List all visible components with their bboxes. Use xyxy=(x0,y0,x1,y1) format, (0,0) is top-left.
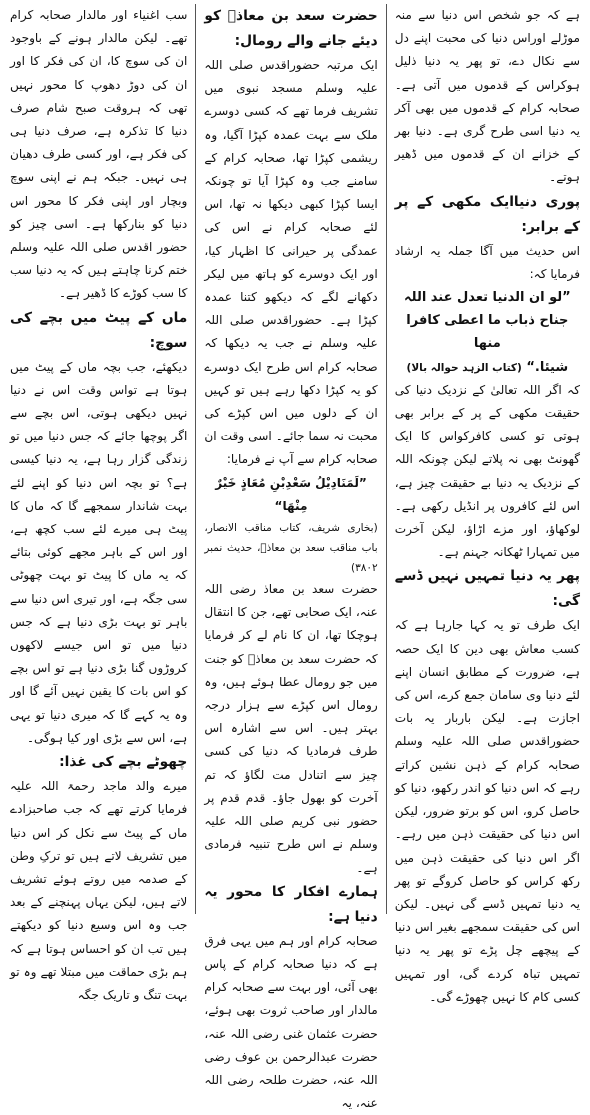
paragraph: صحابہ کرام اور ہم میں یہی فرق ہے کہ دنیا صحابہ کرام کے پاس بھی آئی، اور بہت سے صحابہ کرام مالدار اور صاحب ثروت بھی ہوئے، حضرت عثمان غنی رضی اللہ عنہ، حضرت عبدالرحمن بن عوف رضی اللہ عنہ، حضرت طلحہ رضی اللہ عنہ، یہ xyxy=(204,933,378,1111)
paragraph: ایک مرتبہ حضوراقدس صلی اللہ علیہ وسلم مسجد نبوی میں تشریف فرما تھے کہ کسی دوسرے ملک سے بہت عمدہ کپڑا آگیا، وہ ریشمی کپڑا تھا، صحابہ کرام کے سامنے جب وہ کپڑا آیا تو چونکہ ایسا کپڑا کبھی دیکھا نہ تھا، اس لئے صحابہ کرام نے اس کی عمدگی پر حیرانی کا اظہار کیا، اور ایک دوسرے کو ہاتھ میں لیکر دکھانے لگے کہ دیکھو کتنا عمدہ کپڑا ہے۔ حضوراقدس صلی اللہ علیہ وسلم نے جب یہ دیکھا کہ صحابہ کرام اس طرح ایک دوسرے کو یہ کپڑا دکھا رہے ہیں تو کہیں ان کے دلوں میں اس کپڑے کی محبت نہ سما جائے۔ اسی وقت ان صحابہ کرام سے آپ نے فرمایا: xyxy=(204,58,378,467)
section-heading: ہمارے افکار کا محور یہ دنیا ہے: xyxy=(204,883,378,925)
paragraph: ہے کہ جو شخص اس دنیا سے منہ موڑلے اوراس دنیا کی محبت اپنے دل سے نکال دے، تو پھر یہ دنیا ذلیل ہوکراس کے قدموں میں آتی ہے۔ صحابہ کرام کے قدموں میں بھی آکر یہ دنیا اسی طرح گری ہے۔ دنیا بھر کے خزانے ان کے قدموں میں ڈھیر ہوتے۔ xyxy=(394,8,580,185)
section-heading: پھر یہ دنیا تمہیں نہیں ڈسے گی: xyxy=(394,568,580,610)
paragraph: میرے والد ماجد رحمۃ اللہ علیہ فرمایا کرتے تھے کہ جب صاحبزادے ماں کے پیٹ سے نکل کر اس دنیا میں تشریف لاتے ہیں تو ترکِ وطن کے صدمہ میں روتے ہوئے تشریف لاتے ہیں، لیکن یہاں پہنچنے کے بعد جب وہ اس وسیع دنیا کو دیکھتے ہیں تب ان کو احساس ہوتا ہے کہ ہم بڑی حماقت میں مبتلا تھے وہ تو بہت تنگ و تاریک جگہ xyxy=(9,779,188,1002)
arabic-quote-line: ”لو ان الدنیا تعدل عند اللہ xyxy=(404,290,571,306)
paragraph: کہ اگر اللہ تعالیٰ کے نزدیک دنیا کی حقیقت مکھی کے پر کے برابر بھی ہوتی تو کسی کافرکواس کا ایک گھونٹ بھی نہ پلاتے لیکن چونکہ اللہ کے نزدیک یہ دنیا بے حقیقت چیز ہے، اس لئے کافروں پر انڈیل رکھی ہے۔ لوکھاؤ، اور مزے اڑاؤ، لیکن آخرت میں تمہارا ٹھکانہ جہنم ہے۔ xyxy=(394,382,580,560)
section-heading: چھوٹے بچے کی غذا: xyxy=(59,754,188,771)
section-heading: ماں کے پیٹ میں بچے کی سوچ: xyxy=(9,309,188,351)
section-heading: حضرت سعد بن معاذؓ کو دیئے جانے والے رومال: xyxy=(204,8,378,49)
arabic-hadith: ”لَمَنَادِیْلُ سَعْدِبْنِ مُعَاذٍ خَیْرٌ مِنْھَا“ xyxy=(215,475,367,513)
paragraph: ایک طرف تو یہ کہا جارہا ہے کہ کسب معاش بھی دین کا ایک حصہ ہے، ضرورت کے مطابق انسان اپنے لئے دنیا وی سامان جمع کرے، اس کی اجازت ہے۔ لیکن باربار یہ بات حضوراقدس صلی اللہ علیہ وسلم صحابہ کرام کے ذہن نشین کراتے رہے کہ اس دنیا کو اندر رکھو، دنیا کو حاصل کرو، اس کو برتو ضرور، لیکن اس دنیا کی حقیقت ذہن میں رہے۔ اگر اس دنیا کی حقیقت ذہن میں رکھ کراس کو حاصل کروگے تو پھر یہ دنیا تمہیں ڈسے گی نہیں۔ لیکن اس کی حقیقت سمجھے بغیر اس دنیا کے پیچھے چل پڑے تو پھر یہ دنیا تمہیں تباہ کردے گی، اور تمہیں کسی کام کا نہیں چھوڑے گی۔ xyxy=(394,618,580,1004)
column-middle xyxy=(196,4,385,1111)
quote-reference: (کتاب الزہد حوالہ بالا) xyxy=(406,361,522,374)
paragraph: دیکھئے، جب بچہ ماں کے پیٹ میں ہوتا ہے تواس وقت اس نے دنیا نہیں دیکھی ہوتی، اس بچے سے اگر پوچھا جائے کہ جس دنیا میں تو زندگی گزار رہا ہے، یہ دنیا کیسی ہے؟ تو بچہ اس دنیا کو اپنے لئے بہت شاندار سمجھے گا کہ ماں کا پیٹ ہی میرے لئے سب کچھ ہے، اور اس کے باہر مجھے کوئی بتائے کہ یہ ماں کا پیٹ تو بہت چھوٹی سی جگہ ہے، اور تیری اس دنیا سے باہر تو بہت بڑی دنیا ہے کہ جس دنیا میں تو اس جیسے لاکھوں کروڑوں گنا بڑی دنیا ہے تو اس بچے کو اس بات کا یقین نہیں آئے گا اور وہ یہ کہے گا کہ میری دنیا تو یہی ہے، اس سے بڑی اور کیا ہوگی۔ xyxy=(9,359,188,745)
arabic-quote-line: جناح ذباب ما اعطی کافرا منھا xyxy=(406,313,569,352)
column-right xyxy=(387,4,580,1004)
paragraph: سب اغنیاء اور مالدار صحابہ کرام تھے۔ لیکن مالدار ہونے کے باوجود ان کی سوچ کا، ان کی فکر کا اور ان کی دوڑ دھوپ کا محور نہیں تھی کہ ہروقت صبح شام صرف دنیا کا تذکرہ ہے، صرف دنیا ہی کی فکر ہے، اور کسی طرف دھیان ہی نہیں۔ جبکہ ہم نے اپنی سوچ وبچار اور اپنی فکر کا محور اس دنیا کو بنارکھا ہے۔ اسی چیز کو حضور اقدس صلی اللہ علیہ وسلم ختم کرنا چاہتے ہیں کہ یہ دنیا سب کا سب کوڑے کا ڈھیر ہے۔ xyxy=(9,8,188,301)
paragraph: اس حدیث میں آگا جملہ یہ ارشاد فرمایا کہ: xyxy=(394,243,580,281)
column-left xyxy=(9,4,195,1002)
arabic-quote-line xyxy=(395,356,580,379)
section-heading: پوری دنیاایک مکھی کے پر کے برابر: xyxy=(394,193,580,235)
arabic-quote-end: شیئا.“ xyxy=(526,359,569,375)
paragraph: حضرت سعد بن معاذ رضی اللہ عنہ، ایک صحابی تھے، جن کا انتقال ہوچکا تھا، ان کا نام لے کر فرمایا کہ حضرت سعد بن معاذؓ کو جنت میں جو رومال عطا ہوئے ہیں، وہ رومال اس کپڑے سے ہزار درجہ بہتر ہیں۔ اس سے اشارہ اس طرف فرمادیا کہ دنیا کی کسی چیز سے اتنادل مت لگاؤ کہ تم آخرت کو بھول جاؤ۔ قدم قدم پر حضور نبی کریم صلی اللہ علیہ وسلم نے اس طرح تنبیہ فرمادی ہے۔ xyxy=(204,582,378,875)
hadith-reference: (بخاری شریف، کتاب مناقب الانصار، باب مناقب سعد بن معاذؓ، حدیث نمبر ۳۸۰۲) xyxy=(204,522,378,575)
